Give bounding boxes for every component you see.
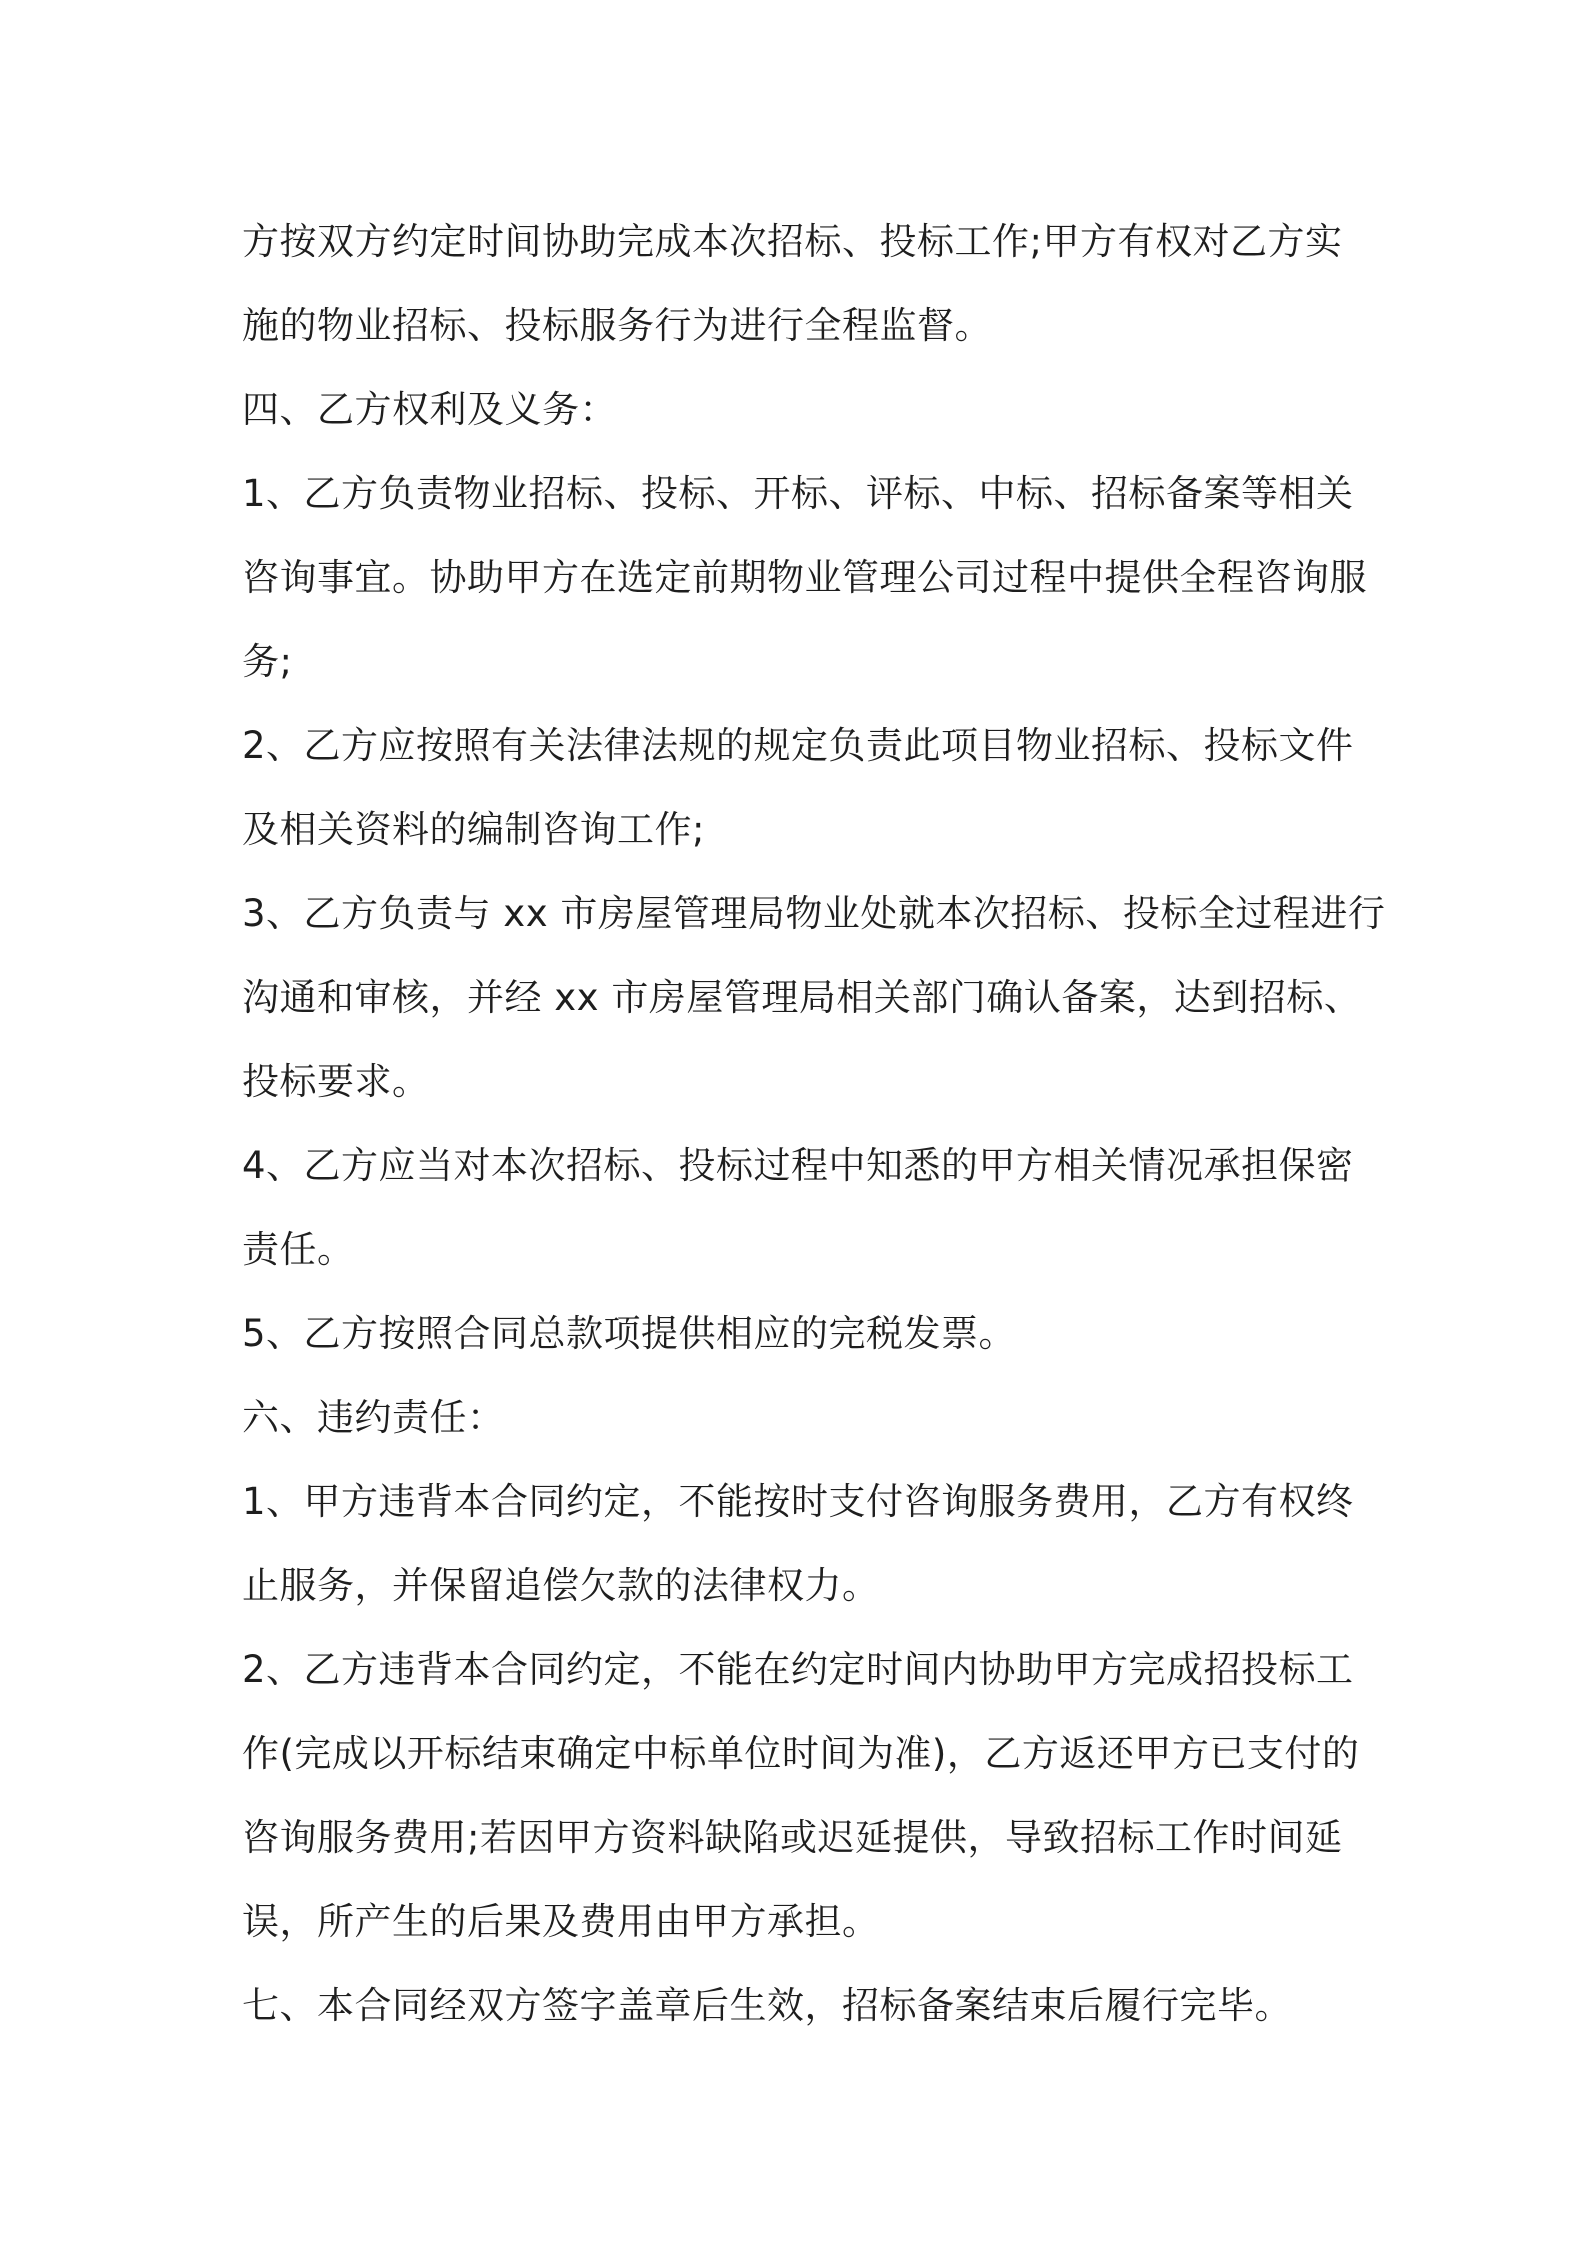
text-line: 3、乙方负责与 xx 市房屋管理局物业处就本次招标、投标全过程进行 (242, 892, 1386, 935)
text-line: 误，所产生的后果及费用由甲方承担。 (242, 1900, 880, 1943)
text-line: 作(完成以开标结束确定中标单位时间为准)，乙方返还甲方已支付的 (242, 1732, 1360, 1775)
text-line: 1、乙方负责物业招标、投标、开标、评标、中标、招标备案等相关 (242, 472, 1354, 515)
text-line: 务; (242, 640, 293, 683)
text-line: 施的物业招标、投标服务行为进行全程监督。 (242, 304, 992, 347)
text-line: 5、乙方按照合同总款项提供相应的完税发票。 (242, 1312, 1017, 1355)
section-heading: 七、本合同经双方签字盖章后生效，招标备案结束后履行完毕。 (242, 1984, 1292, 2027)
text-line: 及相关资料的编制咨询工作; (242, 808, 705, 851)
text-line: 4、乙方应当对本次招标、投标过程中知悉的甲方相关情况承担保密 (242, 1144, 1354, 1187)
text-line: 1、甲方违背本合同约定，不能按时支付咨询服务费用，乙方有权终 (242, 1480, 1354, 1523)
document-body (242, 200, 1386, 2048)
text-line: 2、乙方应按照有关法律法规的规定负责此项目物业招标、投标文件 (242, 724, 1354, 767)
section-heading: 四、乙方权利及义务： (242, 388, 617, 431)
text-line: 投标要求。 (242, 1060, 430, 1103)
text-line: 责任。 (242, 1228, 355, 1271)
text-line: 2、乙方违背本合同约定，不能在约定时间内协助甲方完成招投标工 (242, 1648, 1354, 1691)
section-heading: 六、违约责任： (242, 1396, 505, 1439)
text-line: 咨询服务费用;若因甲方资料缺陷或迟延提供，导致招标工作时间延 (242, 1816, 1343, 1859)
text-line: 咨询事宜。协助甲方在选定前期物业管理公司过程中提供全程咨询服 (242, 556, 1367, 599)
text-line: 止服务，并保留追偿欠款的法律权力。 (242, 1564, 880, 1607)
text-line: 沟通和审核，并经 xx 市房屋管理局相关部门确认备案，达到招标、 (242, 976, 1362, 1019)
text-line: 方按双方约定时间协助完成本次招标、投标工作;甲方有权对乙方实 (242, 220, 1343, 263)
